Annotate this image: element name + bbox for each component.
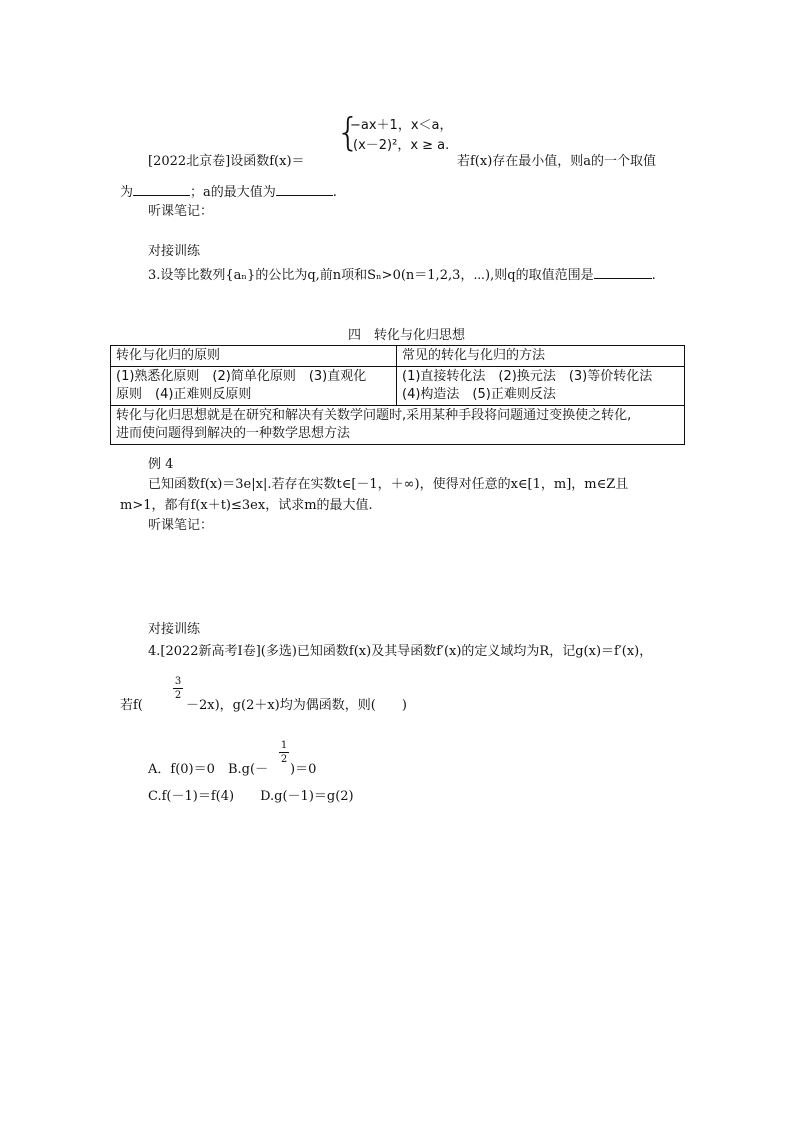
answer-end: . (332, 185, 337, 200)
exercise-3-text (148, 266, 656, 285)
options-c-d[interactable]: C.f(－1)＝f(4) D.g(－1)＝g(2) (148, 789, 354, 804)
fraction-numerator: 3 (174, 676, 182, 687)
methods-line-1: (1)直接转化法 (2)换元法 (3)等价转化法 (402, 369, 653, 384)
table-header-principles (111, 346, 397, 367)
question-lead: [2022北京卷]设函数f(x)＝ (148, 154, 305, 169)
table-cell-principles (111, 367, 397, 406)
fraction-denominator: 2 (174, 690, 182, 701)
example-4-line-2: m>1，都有f(x＋t)≤3ex，试求m的最大值. (120, 498, 373, 513)
section-title: 四 转化与化归思想 (348, 328, 466, 343)
exercise-3-end: . (651, 268, 656, 283)
lecture-notes-label-2: 听课笔记： (148, 518, 214, 533)
answer-blank-1[interactable] (133, 183, 190, 196)
table-cell-description (111, 406, 685, 445)
fraction-three-halves (173, 676, 183, 701)
answer-middle: ；a的最大值为 (190, 185, 276, 200)
description-line-1: 转化与化归思想就是在研究和解决有关数学问题时,采用某种手段将问题通过变换使之转化, (116, 408, 632, 423)
piecewise-case-2: (x－2)²，x ≥ a. (353, 138, 450, 153)
exercise-4-line-1: 4.[2022新高考Ⅰ卷](多选)已知函数f(x)及其导函数f′(x)的定义域均为R，记g(x)＝f′(x)， (148, 644, 653, 659)
example-label: 例 4 (148, 457, 174, 472)
answer-blank-2[interactable] (276, 183, 333, 196)
fraction-numerator-2: 1 (280, 740, 288, 751)
table-header-methods (397, 346, 685, 367)
lecture-notes-label: 听课笔记： (148, 204, 214, 219)
fraction-denominator-2: 2 (280, 754, 288, 765)
answer-prefix: 为 (120, 185, 134, 200)
practice-heading: 对接训练 (148, 244, 201, 259)
description-line-2: 进而使问题得到解决的一种数学思想方法 (116, 426, 351, 441)
exercise-4-line-2a: 若f( (120, 698, 143, 713)
principles-table (110, 345, 685, 445)
option-b-start[interactable]: B.g(－ (228, 762, 269, 777)
piecewise-case-1: −ax＋1，x＜a， (350, 118, 453, 133)
principles-line-2: 原则 (4)正难则反原则 (116, 387, 252, 402)
fraction-one-half (279, 740, 289, 765)
question-line-2 (120, 183, 337, 202)
exercise-4-line-2b: －2x)，g(2＋x)均为偶函数，则( ) (186, 698, 407, 713)
option-a[interactable]: A．f(0)＝0 (148, 762, 215, 777)
table-cell-methods (397, 367, 685, 406)
table-header-methods-text: 常见的转化与化归的方法 (402, 348, 546, 363)
table-header-principles-text: 转化与化归的原则 (116, 348, 221, 363)
principles-line-1: (1)熟悉化原则 (2)简单化原则 (3)直观化 (116, 369, 367, 384)
methods-line-2: (4)构造法 (5)正难则反法 (402, 387, 556, 402)
exercise-3-statement: 3.设等比数列{aₙ}的公比为q,前n项和Sₙ>0(n＝1,2,3，⋯),则q的取值范围是 (148, 268, 594, 283)
example-4-line-1: 已知函数f(x)＝3e|x|.若存在实数t∈[－1，＋∞)，使得对任意的x∈[1，m]，m∈Z且 (148, 477, 629, 492)
question-condition: 若f(x)存在最小值，则a的一个取值 (457, 154, 657, 169)
answer-blank-3[interactable] (594, 266, 652, 279)
practice-heading-2: 对接训练 (148, 622, 201, 637)
piecewise-brace: { (336, 110, 361, 154)
option-b-end[interactable]: )＝0 (290, 762, 317, 777)
